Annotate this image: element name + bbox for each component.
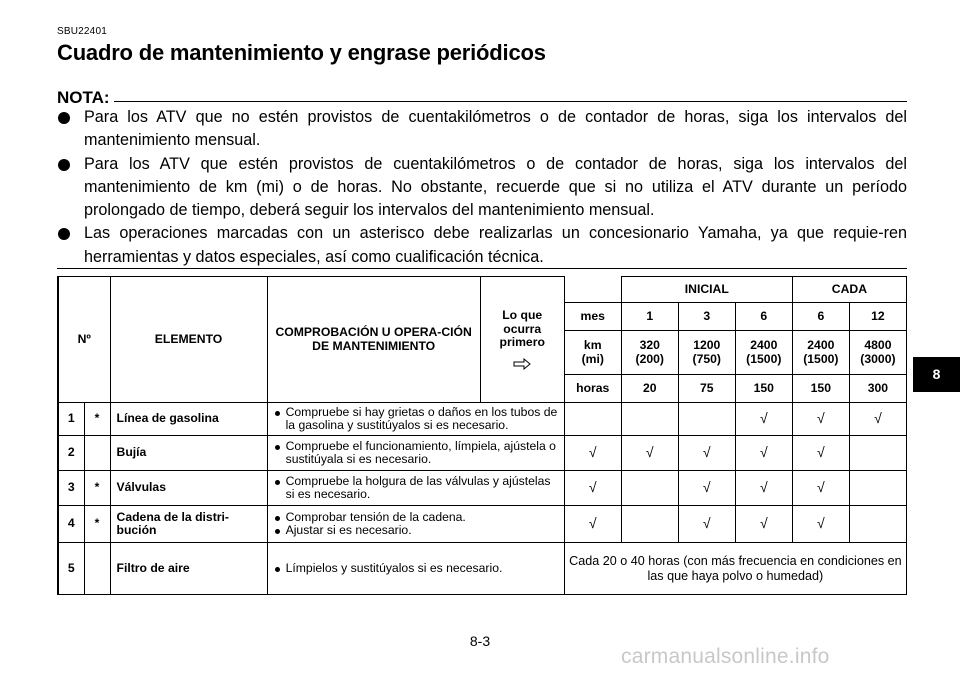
row-number: 3 <box>58 471 84 506</box>
check-cell <box>621 471 678 506</box>
check-cell: √ <box>792 403 849 436</box>
row-asterisk: * <box>84 403 110 436</box>
nota-item: Las operaciones marcadas con un asterisco debe realizarlas un concesionario Yamaha, ya que requie-ren herramientas y datos especiales, así como cualificación técnica. <box>57 222 907 269</box>
header-inicial: INICIAL <box>621 277 792 303</box>
check-cell: √ <box>849 403 906 436</box>
check-cell <box>621 506 678 543</box>
check-cell: √ <box>735 403 792 436</box>
row-asterisk: * <box>84 471 110 506</box>
horas-value: 20 <box>621 375 678 403</box>
arrow-right-icon <box>513 358 531 370</box>
km-value: 2400 (1500) <box>735 331 792 375</box>
nota-item: Para los ATV que estén provistos de cuentakilómetros o de contador de horas, siga los intervalos del mantenimiento de km (mi) o de horas. No obstante, recuerde que si no utiliza el ATV durante un período prolongado de tiempo, deberá seguir los intervalos del mantenimiento mensual. <box>57 153 907 223</box>
km-value: 1200 (750) <box>678 331 735 375</box>
section-tab: 8 <box>913 357 960 392</box>
header-km: km (mi) <box>564 331 621 375</box>
page-title: Cuadro de mantenimiento y engrase periódicos <box>57 40 546 65</box>
header-cada: CADA <box>792 277 906 303</box>
header-horas: horas <box>564 375 621 403</box>
row-operation: Compruebe la holgura de las válvulas y ajústelas si es necesario. <box>267 471 564 506</box>
nota-rule <box>57 101 907 102</box>
check-cell: √ <box>621 436 678 471</box>
check-cell <box>564 403 621 436</box>
table-row <box>58 471 907 506</box>
bullet-icon <box>58 159 70 171</box>
row-operation: Comprobar tensión de la cadena. Ajustar si es necesario. <box>267 506 564 543</box>
row-elemento: Cadena de la distri-bución <box>110 506 267 543</box>
check-cell <box>849 506 906 543</box>
km-value: 4800 (3000) <box>849 331 906 375</box>
row-number: 1 <box>58 403 84 436</box>
row-asterisk <box>84 543 110 595</box>
page-number: 8-3 <box>469 633 491 649</box>
header-lo-que-ocurra <box>480 277 564 403</box>
row-operation: Compruebe el funcionamiento, límpiela, ajústela o sustitúyala si es necesario. <box>267 436 564 471</box>
nota-list <box>57 106 907 269</box>
table-row <box>58 436 907 471</box>
table-row <box>58 506 907 543</box>
row-asterisk: * <box>84 506 110 543</box>
check-cell: √ <box>792 436 849 471</box>
mes-value: 1 <box>621 303 678 331</box>
table-row <box>58 403 907 436</box>
check-cell: √ <box>678 506 735 543</box>
check-cell <box>849 471 906 506</box>
check-cell: √ <box>735 506 792 543</box>
horas-value: 150 <box>792 375 849 403</box>
row-number: 5 <box>58 543 84 595</box>
check-cell <box>678 403 735 436</box>
km-value: 320 (200) <box>621 331 678 375</box>
nota-heading <box>57 88 907 108</box>
nota-item: Para los ATV que no estén provistos de cuentakilómetros o de contador de horas, siga los intervalos del mantenimiento mensual. <box>57 106 907 153</box>
check-cell: √ <box>564 506 621 543</box>
km-value: 2400 (1500) <box>792 331 849 375</box>
header-no: Nº <box>58 277 110 403</box>
check-cell: √ <box>792 471 849 506</box>
header-elemento: ELEMENTO <box>110 277 267 403</box>
watermark: carmanualsonline.info <box>621 645 830 668</box>
mes-value: 6 <box>735 303 792 331</box>
horas-value: 150 <box>735 375 792 403</box>
horas-value: 75 <box>678 375 735 403</box>
check-cell: √ <box>735 436 792 471</box>
row-number: 4 <box>58 506 84 543</box>
horas-value: 300 <box>849 375 906 403</box>
header-lo-que-ocurra-label: Lo que ocurra primero <box>499 308 545 350</box>
check-cell: √ <box>564 436 621 471</box>
check-cell: √ <box>678 471 735 506</box>
row-note: Cada 20 o 40 horas (con más frecuencia en condiciones en las que haya polvo o humedad) <box>564 543 906 595</box>
mes-value: 12 <box>849 303 906 331</box>
header-spacer <box>564 277 621 303</box>
check-cell: √ <box>792 506 849 543</box>
row-operation: Compruebe si hay grietas o daños en los tubos de la gasolina y sustitúyalos si es necesario. <box>267 403 564 436</box>
table-row <box>58 543 907 595</box>
header-comprobacion: COMPROBACIÓN U OPERA-CIÓN DE MANTENIMIENTO <box>267 277 480 403</box>
maintenance-table <box>57 276 907 595</box>
bullet-icon <box>58 228 70 240</box>
mes-value: 3 <box>678 303 735 331</box>
header-mes: mes <box>564 303 621 331</box>
row-asterisk <box>84 436 110 471</box>
mes-value: 6 <box>792 303 849 331</box>
row-elemento: Filtro de aire <box>110 543 267 595</box>
nota-label: NOTA: <box>57 88 114 108</box>
check-cell: √ <box>735 471 792 506</box>
row-number: 2 <box>58 436 84 471</box>
bullet-icon <box>58 112 70 124</box>
check-cell <box>849 436 906 471</box>
check-cell: √ <box>678 436 735 471</box>
separator-rule <box>57 268 907 269</box>
document-code: SBU22401 <box>57 26 107 37</box>
row-elemento: Válvulas <box>110 471 267 506</box>
row-operation: Límpielos y sustitúyalos si es necesario. <box>267 543 564 595</box>
check-cell <box>621 403 678 436</box>
check-cell: √ <box>564 471 621 506</box>
row-elemento: Línea de gasolina <box>110 403 267 436</box>
row-elemento: Bujía <box>110 436 267 471</box>
